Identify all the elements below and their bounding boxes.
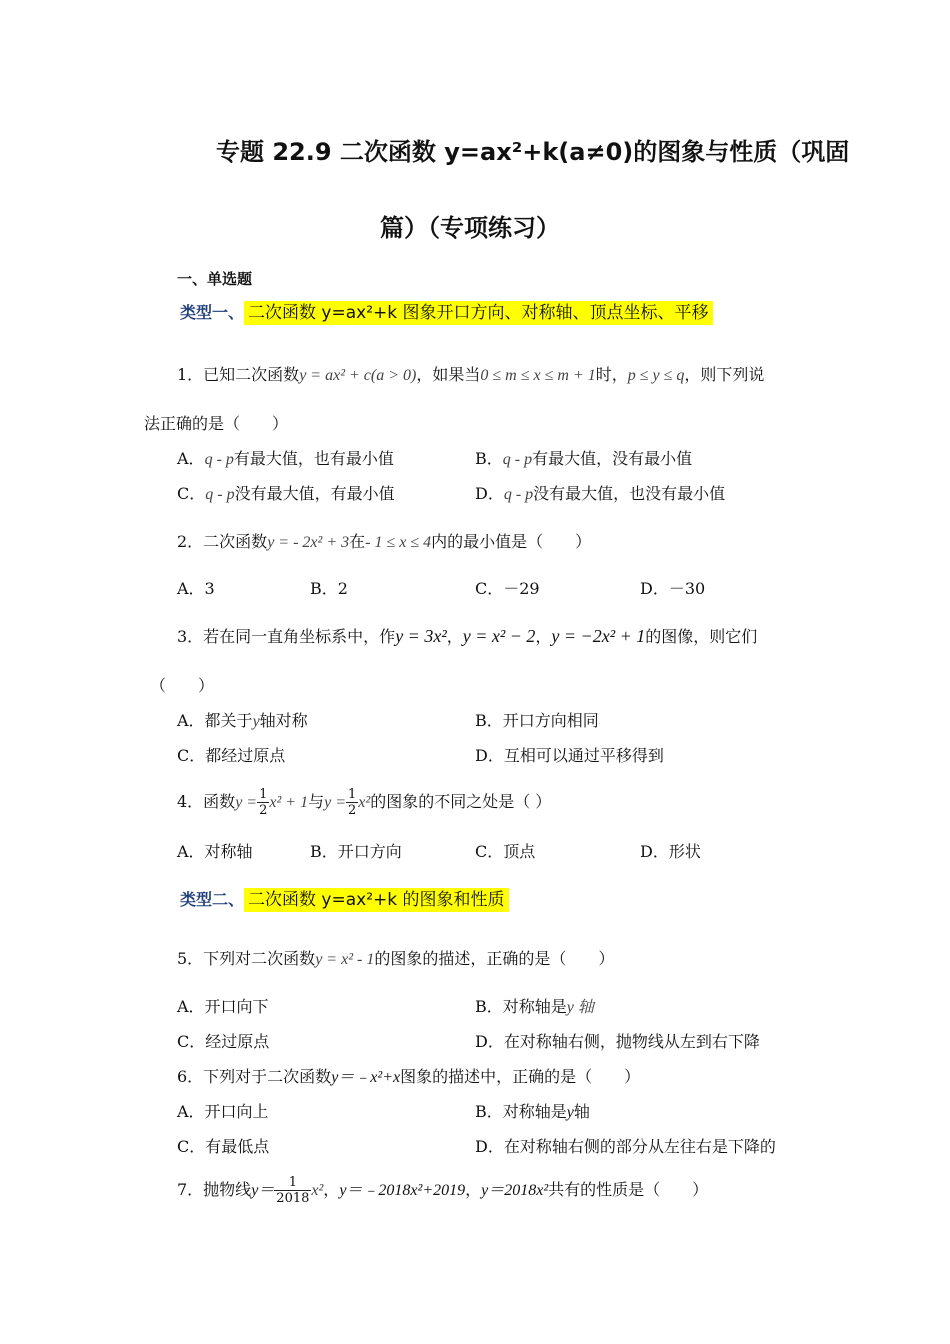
q4-text-1: 4．函数 [177,792,236,811]
q6-option-c: C．有最低点 [177,1137,270,1156]
q2-option-c: C．－29 [475,579,540,598]
q5-option-d: D．在对称轴右侧，抛物线从左到右下降 [475,1032,760,1051]
q3-option-d: D．互相可以通过平移得到 [475,746,664,765]
q3-formula-1: y = 3x² [395,626,447,646]
q3-option-c: C．都经过原点 [177,746,286,765]
q4-option-a: A．对称轴 [177,842,253,861]
q1-option-b-text: 有最大值，没有最小值 [532,449,693,468]
q7-fraction-1-num: 1 [274,1175,311,1191]
q1-formula-1: y = ax² + c(a > 0) [299,367,417,384]
q6-option-a: A．开口向上 [177,1102,269,1121]
q6-option-b-var: y [566,1104,574,1121]
question-4-stem [177,782,551,823]
q6-option-b [475,1102,590,1123]
type2-highlight: 二次函数 y=ax²+k 的图象和性质 [244,888,509,912]
section-heading: 一、单选题 [177,270,253,288]
q3-sep-1: ， [446,627,463,646]
q7-formula-2: y＝﹣2018x²+2019 [339,1182,466,1199]
q6-text-1: 6．下列对于二次函数 [177,1067,332,1086]
q1-formula-2: 0 ≤ m ≤ x ≤ m + 1 [480,367,596,384]
q3-sep-2: ， [535,627,552,646]
q1-option-d-text: 没有最大值，也没有最小值 [533,484,726,503]
q4-fraction-1-den: 2 [259,803,268,818]
q2-option-d: D．－30 [640,579,706,598]
q2-option-a: A．3 [177,579,215,598]
q4-option-b: B．开口方向 [310,842,402,861]
type1-highlight: 二次函数 y=ax²+k 图象开口方向、对称轴、顶点坐标、平移 [244,301,713,325]
q1-option-c-text: 没有最大值，有最小值 [234,484,395,503]
q3-option-b: B．开口方向相同 [475,711,599,730]
page-title-line2: 篇）（专项练习） [380,214,560,242]
q5-option-b [475,997,594,1018]
q1-option-b [475,449,692,470]
type2-heading [180,885,509,910]
q4-fraction-1 [257,787,269,818]
q1-option-a [177,449,394,470]
q4-option-d: D．形状 [640,842,701,861]
q3-formula-2: y = x² − 2 [462,626,536,646]
q5-formula-1: y = x² - 1 [315,951,375,968]
q6-formula-1: y＝﹣x²+x [331,1069,401,1086]
q1-option-b-expr: q - p [502,451,533,468]
q3-text-2: 的图像，则它们 [645,627,758,646]
q3-formula-3: y = −2x² + 1 [551,626,646,646]
q1-option-d-label: D． [475,484,504,503]
q7-formula-3: y＝2018x² [481,1182,549,1199]
q1-text-1: 1．已知二次函数 [177,365,300,384]
q2-option-b: B．2 [310,579,348,598]
question-7-stem [177,1170,708,1211]
q2-formula-2: - 1 ≤ x ≤ 4 [365,534,432,551]
q1-text-2: ，如果当 [416,365,481,384]
q6-text-2: 图象的描述中，正确的是（ ） [400,1067,641,1086]
question-5-stem [177,949,614,970]
q2-text-3: 内的最小值是（ ） [431,532,592,551]
q5-text-1: 5．下列对二次函数 [177,949,316,968]
q6-option-d: D．在对称轴右侧的部分从左往右是下降的 [475,1137,776,1156]
q4-fraction-2-num: 1 [348,787,357,802]
q1-option-d [475,484,725,505]
q1-option-a-label: A． [177,449,205,468]
question-2-stem [177,532,591,553]
q4-text-3: 的图象的不同之处是（ ） [370,792,552,811]
q7-text-1: 7．抛物线 [177,1180,252,1199]
q1-option-c-expr: q - p [205,486,235,503]
q7-formula-1-rhs: x² [311,1182,324,1199]
q2-formula-1: y = - 2x² + 3 [267,534,350,551]
q5-option-a: A．开口向下 [177,997,269,1016]
q6-option-b-label: B．对称轴是 [475,1102,567,1121]
q5-option-b-var: y 轴 [566,999,594,1016]
q1-option-d-expr: q - p [503,486,534,503]
q1-text-4: ，则下列说 [684,365,765,384]
type2-label: 类型二、 [180,890,245,909]
q4-text-2: 与 [308,792,325,811]
page-title-line1: 专题 22.9 二次函数 y=ax²+k(a≠0)的图象与性质（巩固 [216,138,850,166]
q5-option-b-label: B．对称轴是 [475,997,567,1016]
q4-formula-1-lhs: y = [235,794,258,811]
q4-fraction-1-num: 1 [259,787,268,802]
q4-formula-2-lhs: y = [324,794,346,811]
q4-fraction-2-den: 2 [348,803,357,818]
q3-text-1: 3．若在同一直角坐标系中，作 [177,627,396,646]
q2-text-2: 在 [349,532,366,551]
q7-formula-1-lhs: y＝ [251,1182,275,1199]
q1-formula-3: p ≤ y ≤ q [627,367,685,384]
question-1-stem [177,365,764,386]
type1-heading [180,298,713,323]
q1-option-a-text: 有最大值，也有最小值 [233,449,394,468]
question-3-stem [177,626,757,647]
q3-option-a-label: A．都关于 [177,711,253,730]
q5-option-c: C．经过原点 [177,1032,270,1051]
q7-fraction-1 [274,1175,311,1206]
question-6-stem [177,1067,640,1088]
q4-formula-2-rhs: x² [358,794,371,811]
type1-label: 类型一、 [180,303,245,322]
q1-option-a-expr: q - p [204,451,234,468]
q1-text-3: 时， [595,365,628,384]
q1-option-c [177,484,395,505]
q1-option-b-label: B． [475,449,503,468]
q7-text-4: 共有的性质是（ ） [548,1180,709,1199]
q3-option-a-text: 轴对称 [259,711,308,730]
q3-option-a-var: y [252,713,260,730]
q4-formula-1-rhs: x² + 1 [269,794,309,811]
q2-text-1: 2．二次函数 [177,532,268,551]
q4-option-c: C．顶点 [475,842,536,861]
q7-text-3: ， [465,1180,482,1199]
q7-fraction-1-den: 2018 [276,1191,310,1206]
q1-option-c-label: C． [177,484,206,503]
question-1-stem-line2: 法正确的是（ ） [144,414,289,433]
q7-text-2: ， [323,1180,340,1199]
q4-fraction-2 [346,787,358,818]
question-3-stem-line2: （ ） [150,676,215,695]
q5-text-2: 的图象的描述，正确的是（ ） [374,949,615,968]
q6-option-b-text: 轴 [573,1102,590,1121]
q3-option-a [177,711,308,732]
